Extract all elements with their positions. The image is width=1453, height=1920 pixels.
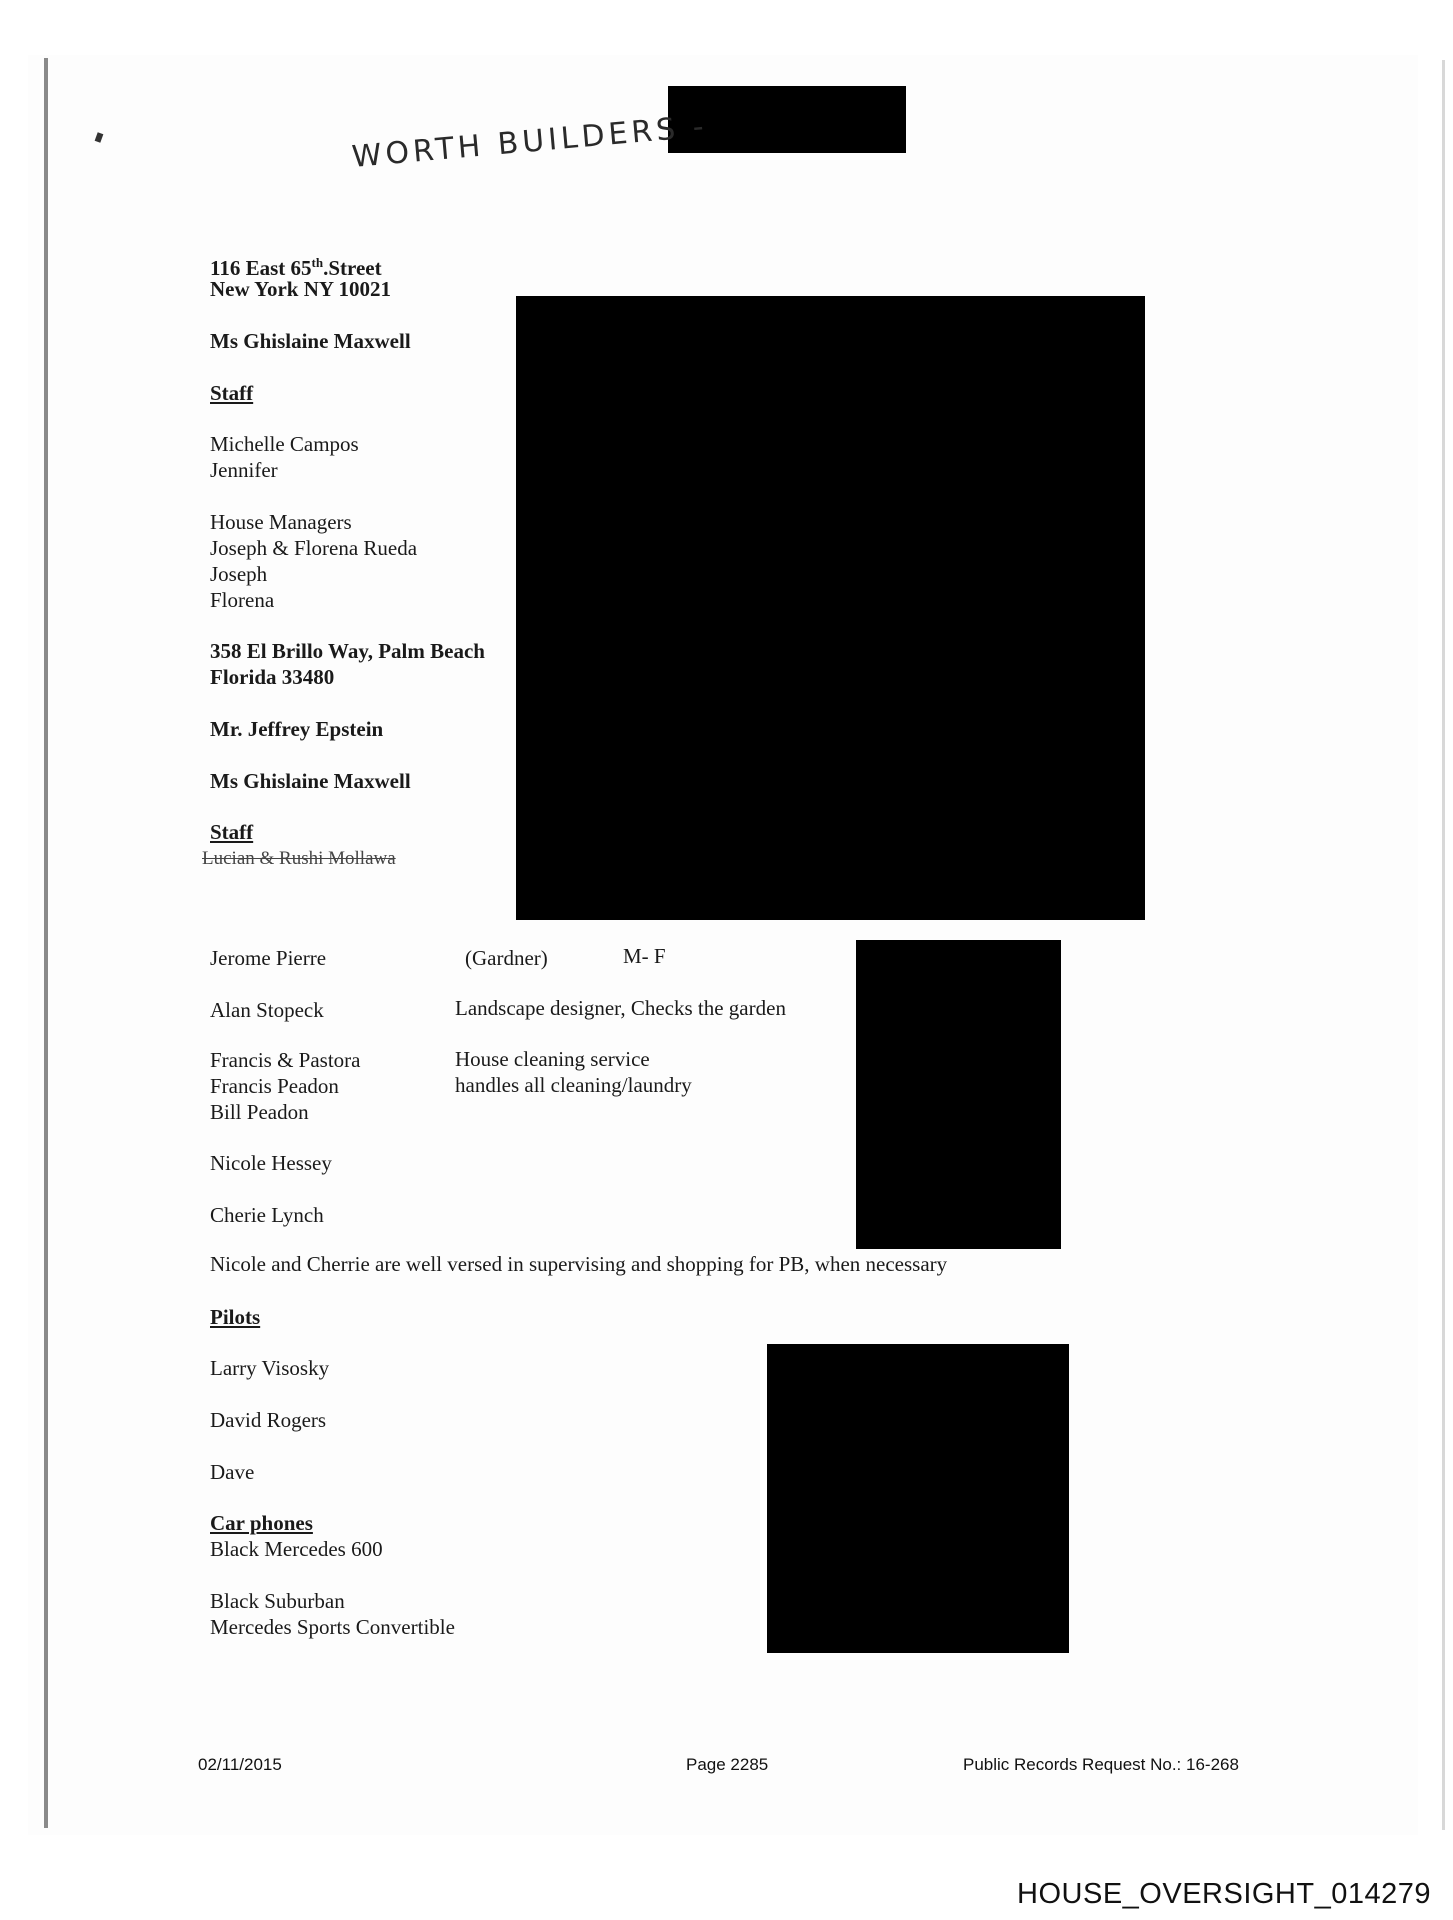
staff-name: Alan Stopeck	[210, 998, 324, 1022]
staff-note: M- F	[623, 944, 666, 968]
struck-entry: Lucian & Rushi Mollawa	[202, 848, 396, 869]
pilot-name: Larry Visosky	[210, 1356, 330, 1380]
ny-address-line2: New York NY 10021	[210, 277, 392, 301]
scan-edge-right	[1442, 60, 1445, 1830]
pb-resident: Ms Ghislaine Maxwell	[210, 769, 411, 793]
handwritten-note: WORTH BUILDERS -	[350, 108, 709, 175]
ny-resident: Ms Ghislaine Maxwell	[210, 329, 411, 353]
staff-name: Cherie Lynch	[210, 1203, 324, 1227]
car-phone-item: Black Mercedes 600	[210, 1537, 383, 1561]
staff-role: handles all cleaning/laundry	[455, 1073, 692, 1097]
ny-house-manager: Joseph	[210, 562, 268, 586]
staff-role: Landscape designer, Checks the garden	[455, 996, 786, 1020]
footer-date: 02/11/2015	[198, 1755, 282, 1774]
staff-name: Jerome Pierre	[210, 946, 327, 970]
ny-address-line1: 116 East 65th.Street	[210, 255, 382, 280]
pilot-name: David Rogers	[210, 1408, 327, 1432]
document-id: HOUSE_OVERSIGHT_014279	[1017, 1878, 1431, 1910]
pb-address-line2: Florida 33480	[210, 665, 335, 689]
pb-staff-heading: Staff	[210, 820, 254, 844]
ny-staff-heading: Staff	[210, 381, 254, 405]
footer-request-number: Public Records Request No.: 16-268	[963, 1755, 1239, 1774]
pb-address-line1: 358 El Brillo Way, Palm Beach	[210, 639, 485, 663]
footer-page-number: Page 2285	[686, 1755, 769, 1774]
ny-house-manager: Joseph & Florena Rueda	[210, 536, 418, 560]
car-phone-item: Black Suburban	[210, 1589, 345, 1613]
redaction-box-pilots	[767, 1344, 1069, 1653]
staff-role: House cleaning service	[455, 1047, 650, 1071]
staff-name: Francis & Pastora	[210, 1048, 361, 1072]
scan-edge-left	[44, 58, 48, 1828]
staff-role: (Gardner)	[465, 946, 548, 970]
staff-name: Bill Peadon	[210, 1100, 309, 1124]
car-phone-item: Mercedes Sports Convertible	[210, 1615, 455, 1639]
pb-resident: Mr. Jeffrey Epstein	[210, 717, 384, 741]
ny-staff-item: Michelle Campos	[210, 432, 359, 456]
staff-name: Francis Peadon	[210, 1074, 339, 1098]
car-phones-heading: Car phones	[210, 1511, 313, 1535]
staff-remark: Nicole and Cherrie are well versed in supervising and shopping for PB, when necessary	[210, 1252, 948, 1276]
pilot-name: Dave	[210, 1460, 255, 1484]
ny-staff-item: Jennifer	[210, 458, 278, 482]
staff-name: Nicole Hessey	[210, 1151, 332, 1175]
redaction-box-large	[516, 296, 1145, 920]
redaction-box-staff	[856, 940, 1061, 1249]
ny-house-manager: Florena	[210, 588, 275, 612]
ny-house-managers-heading: House Managers	[210, 510, 352, 534]
pilots-heading: Pilots	[210, 1305, 261, 1329]
